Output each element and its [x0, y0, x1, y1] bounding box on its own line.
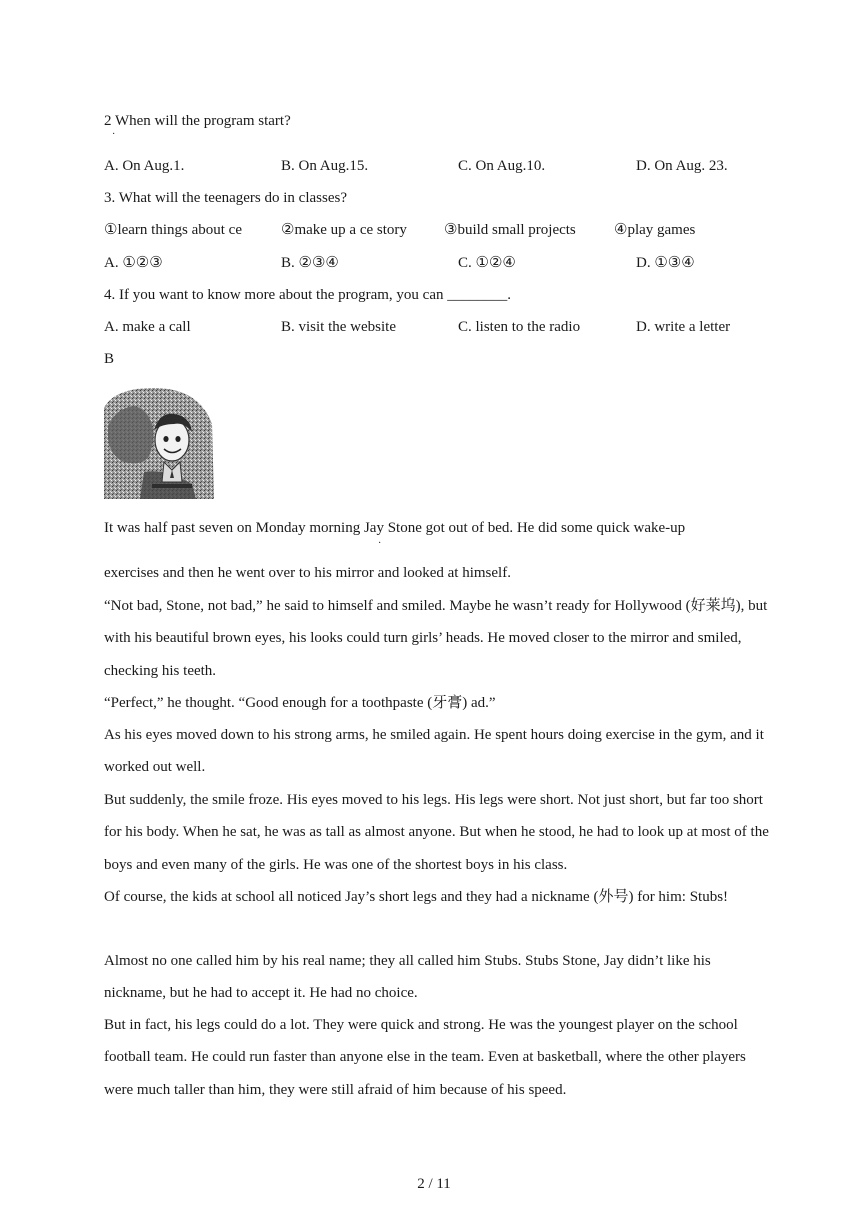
question-4: 4. If you want to know more about the program, you can ________. — [104, 287, 511, 303]
q2-option-d[interactable]: D. On Aug. 23. — [636, 158, 728, 174]
question-2: 2 When will the program start? — [104, 113, 291, 129]
q3-item-1: ①learn things about ce — [104, 222, 242, 238]
question-3: 3. What will the teenagers do in classes? — [104, 190, 347, 206]
q3-option-c[interactable]: C. ①②④ — [458, 255, 516, 271]
story-line-1: It was half past seven on Monday morning Jay Stone got out of bed. He did some quick wake-up — [104, 520, 686, 536]
story-paragraph-5: Of course, the kids at school all noticed Jay’s short legs and they had a nickname (外号) for him: Stubs! — [104, 889, 729, 905]
q4-option-d[interactable]: D. write a letter — [636, 319, 731, 335]
story-paragraph-4: But suddenly, the smile froze. His eyes moved to his legs. His legs were short. Not just short, but far too short for his body. When he sat, he was as tall as almost anyone. But when he stood, he had to look up at most of the boys and even many of the girls. He was one of the shortest boys in his class. — [104, 792, 769, 873]
q3-option-b[interactable]: B. ②③④ — [281, 255, 339, 271]
story-paragraph-2: “Perfect,” he thought. “Good enough for a toothpaste (牙膏) ad.” — [104, 695, 496, 711]
section-b-label: B — [104, 351, 115, 367]
story-line-2: exercises and then he went over to his mirror and looked at himself. — [104, 565, 511, 581]
q2-option-b[interactable]: B. On Aug.15. — [281, 158, 369, 174]
q3-item-3: ③build small projects — [444, 222, 576, 238]
q4-option-c[interactable]: C. listen to the radio — [458, 319, 581, 335]
q3-option-a[interactable]: A. ①②③ — [104, 255, 163, 271]
q2-option-a[interactable]: A. On Aug.1. — [104, 158, 185, 174]
story-paragraph-6: Almost no one called him by his real name; they all called him Stubs. Stubs Stone, Jay didn’t like his nickname, but he had to accept it. He had no choice. — [104, 953, 711, 1002]
q4-option-a[interactable]: A. make a call — [104, 319, 191, 335]
q3-item-4: ④play games — [614, 222, 696, 238]
page-number: 2 / 11 — [417, 1176, 451, 1192]
story-paragraph-3: As his eyes moved down to his strong arms, he smiled again. He spent hours doing exercise in the gym, and it worked out well. — [104, 727, 764, 776]
stray-dot: · — [378, 538, 382, 549]
q3-item-2: ②make up a ce story — [281, 222, 407, 238]
q4-option-b[interactable]: B. visit the website — [281, 319, 396, 335]
story-paragraph-1: “Not bad, Stone, not bad,” he said to himself and smiled. Maybe he wasn’t ready for Hollywood (好莱坞), but with his beautiful brown eyes, his looks could turn girls’ heads. He moved closer to the mirror and smiled, checking his teeth. — [104, 598, 768, 679]
q3-option-d[interactable]: D. ①③④ — [636, 255, 695, 271]
q2-option-c[interactable]: C. On Aug.10. — [458, 158, 546, 174]
boy-illustration — [104, 386, 215, 499]
story-paragraph-7: But in fact, his legs could do a lot. They were quick and strong. He was the youngest player on the school football team. He could run faster than anyone else in the team. Even at basketball, where the other players were much taller than him, they were still afraid of him because of his speed. — [104, 1017, 746, 1098]
stray-dot: · — [112, 129, 116, 140]
